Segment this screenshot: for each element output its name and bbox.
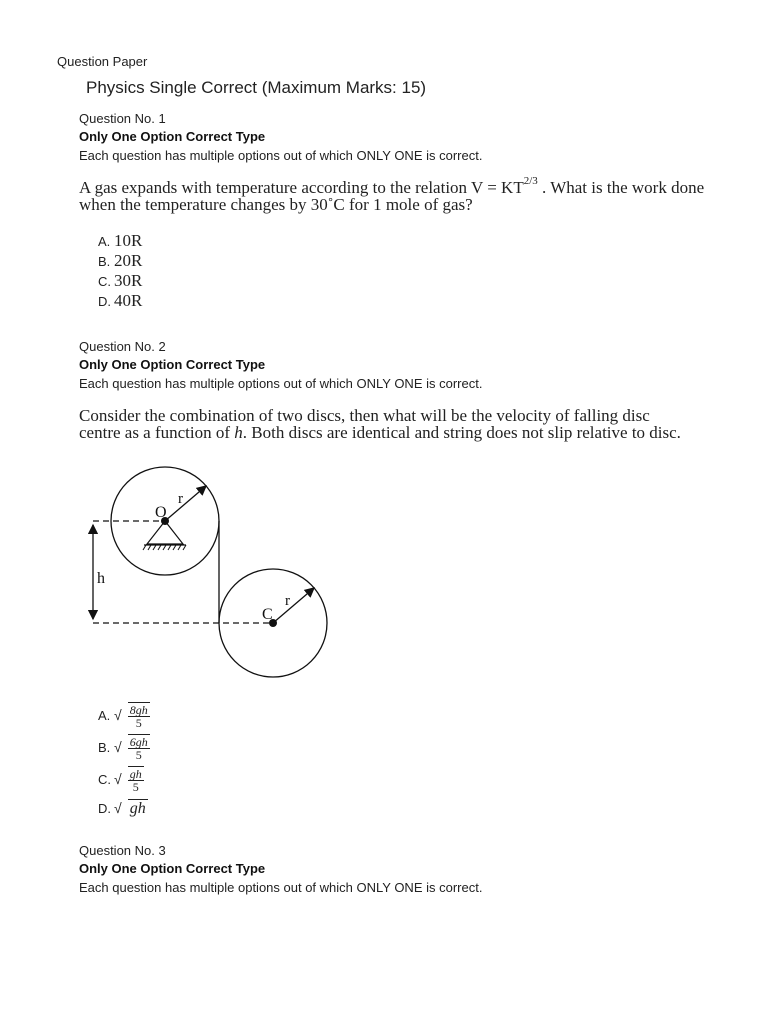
label-o: O bbox=[155, 504, 167, 521]
fraction-numerator: 6gh bbox=[129, 734, 148, 749]
option-text: 40R bbox=[114, 291, 143, 310]
question-type: Only One Option Correct Type bbox=[79, 129, 266, 144]
disc-pulley-figure bbox=[80, 462, 340, 682]
radius-arrow-1 bbox=[165, 486, 206, 521]
question-3 bbox=[79, 842, 719, 897]
options-list-q2 bbox=[98, 699, 150, 821]
sqrt-symbol: √ bbox=[114, 707, 122, 723]
question-number: Question No. 2 bbox=[79, 339, 166, 354]
fraction bbox=[128, 766, 144, 793]
question-text-part2: . Both discs are identical and string does not slip relative to disc. bbox=[242, 423, 681, 442]
question-type: Only One Option Correct Type bbox=[79, 357, 266, 372]
option-b[interactable] bbox=[98, 251, 719, 271]
question-text-part2: . What is the work done when the temperature changes by 30˚C for 1 mole of gas? bbox=[79, 178, 705, 214]
section-title: Physics Single Correct (Maximum Marks: 15) bbox=[86, 78, 427, 97]
option-d[interactable] bbox=[98, 795, 150, 821]
option-a[interactable] bbox=[98, 231, 719, 251]
option-text: 30R bbox=[114, 271, 143, 290]
option-letter: A. bbox=[98, 707, 111, 723]
option-c[interactable] bbox=[98, 763, 150, 795]
option-letter: D. bbox=[98, 294, 111, 309]
question-1 bbox=[79, 110, 719, 311]
option-c[interactable] bbox=[98, 271, 719, 291]
option-letter: A. bbox=[98, 234, 111, 249]
label-h: h bbox=[97, 570, 105, 587]
option-text: 10R bbox=[114, 231, 143, 250]
paper-label: Question Paper bbox=[57, 54, 148, 69]
sqrt-symbol: √ bbox=[114, 771, 122, 787]
option-letter: D. bbox=[98, 800, 111, 816]
option-letter: C. bbox=[98, 771, 111, 787]
question-number: Question No. 1 bbox=[79, 111, 166, 126]
question-text-exponent: 2/3 bbox=[523, 175, 538, 188]
question-text bbox=[79, 175, 719, 214]
fraction bbox=[128, 734, 150, 761]
fraction-numerator: gh bbox=[129, 766, 142, 781]
fraction-numerator: 8gh bbox=[129, 702, 148, 717]
question-text-part1: A gas expands with temperature according to the relation V = KT bbox=[79, 178, 524, 197]
question-text-part1: Consider the combination of two discs, then what will be the velocity of falling disc centre as a function of bbox=[79, 406, 650, 442]
question-2 bbox=[79, 338, 719, 441]
option-d[interactable] bbox=[98, 291, 719, 311]
sqrt-symbol: √ bbox=[114, 800, 122, 816]
label-c: C bbox=[262, 606, 273, 623]
ground-hatch bbox=[143, 545, 186, 550]
label-r1: r bbox=[178, 491, 183, 507]
option-letter: B. bbox=[98, 254, 111, 269]
fraction-denominator: 5 bbox=[135, 715, 142, 730]
option-letter: C. bbox=[98, 274, 111, 289]
question-text-variable: h bbox=[234, 423, 243, 442]
question-type: Only One Option Correct Type bbox=[79, 861, 266, 876]
option-letter: B. bbox=[98, 739, 111, 755]
option-b[interactable] bbox=[98, 731, 150, 763]
sqrt-symbol: √ bbox=[114, 739, 122, 755]
question-instructions: Each question has multiple options out of which ONLY ONE is correct. bbox=[79, 880, 483, 895]
question-number: Question No. 3 bbox=[79, 843, 166, 858]
fraction-denominator: 5 bbox=[132, 779, 139, 794]
question-instructions: Each question has multiple options out of which ONLY ONE is correct. bbox=[79, 148, 483, 163]
radicand: gh bbox=[129, 799, 146, 817]
fraction bbox=[128, 702, 150, 729]
question-text bbox=[79, 407, 694, 441]
label-r2: r bbox=[285, 593, 290, 609]
question-instructions: Each question has multiple options out of which ONLY ONE is correct. bbox=[79, 376, 483, 391]
fraction-denominator: 5 bbox=[135, 747, 142, 762]
option-text: 20R bbox=[114, 251, 143, 270]
radius-arrow-2 bbox=[273, 588, 314, 623]
option-a[interactable] bbox=[98, 699, 150, 731]
options-list bbox=[98, 231, 719, 311]
